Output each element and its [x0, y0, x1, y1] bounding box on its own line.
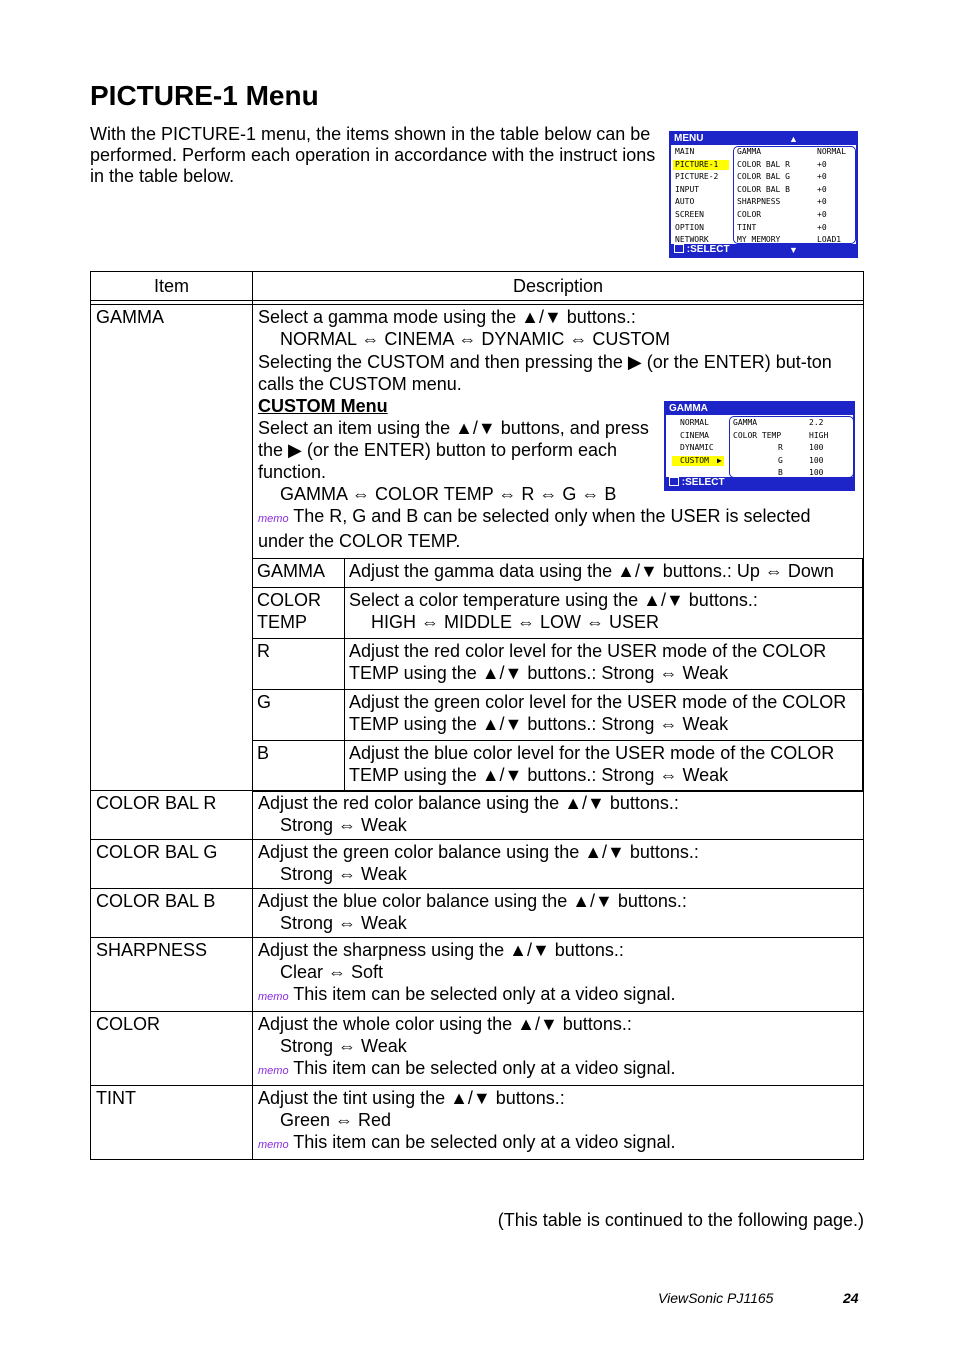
osd-setting-value: +0	[817, 184, 827, 194]
custom-menu-text: Select an item using the ▲/▼ buttons, and press the ▶ (or the ENTER) button to perform each function.	[258, 418, 649, 482]
osd-gamma-mode: CUSTOM	[672, 456, 724, 466]
osd-footer	[671, 244, 856, 256]
sub-description	[345, 690, 863, 741]
table-row	[91, 889, 864, 938]
osd-setting-value: +0	[817, 159, 827, 169]
row-item: COLOR BAL R	[91, 791, 253, 840]
osd-picture1-menu-image	[669, 131, 858, 258]
osd-gamma-setting-name: B	[778, 468, 783, 477]
col-header-description: Description	[253, 272, 864, 301]
osd-gamma-setting-value: 100	[809, 455, 824, 465]
row-description	[253, 889, 864, 938]
row-desc-line2: Green ⇔ Red	[280, 1110, 392, 1130]
table-row	[91, 840, 864, 889]
osd-gamma-setting-name: R	[778, 443, 783, 452]
row-memo-text: This item can be selected only at a video signal.	[293, 1132, 676, 1152]
custom-sub-table	[252, 558, 863, 792]
osd-menu-item: PICTURE-1	[673, 160, 729, 170]
row-desc-line1: Adjust the whole color using the ▲/▼ buttons.:	[258, 1014, 632, 1034]
osd-setting-value: +0	[817, 210, 827, 219]
gamma-memo	[258, 505, 858, 552]
osd-gamma-mode: NORMAL	[680, 418, 709, 427]
osd-setting-name: GAMMA	[737, 147, 762, 156]
row-memo	[258, 983, 858, 1008]
gamma-modes: NORMAL ⇔ CINEMA ⇔ DYNAMIC ⇔ CUSTOM	[280, 329, 671, 349]
sub-table-row	[253, 588, 863, 639]
osd-gamma-mode: CINEMA	[680, 430, 709, 440]
row-desc-line1: Adjust the red color balance using the ▲/▼ buttons.:	[258, 793, 679, 813]
table-row-gamma	[91, 305, 864, 791]
sub-desc-line1: Select a color temperature using the ▲/▼ buttons.:	[349, 590, 758, 610]
sub-description	[345, 588, 863, 639]
sub-description	[345, 559, 863, 588]
osd-gamma-setting-name: GAMMA	[733, 418, 758, 427]
sub-desc-line1: Adjust the green color level for the USER mode of the COLOR TEMP using the ▲/▼ buttons.: Strong ⇔ Weak	[349, 692, 847, 734]
row-description	[253, 1012, 864, 1086]
osd-gamma-header: GAMMA	[666, 403, 853, 415]
row-description	[253, 1086, 864, 1160]
osd-gamma-setting-value: 100	[809, 443, 824, 452]
custom-menu-sequence: GAMMA ⇔ COLOR TEMP ⇔ R ⇔ G ⇔ B	[280, 484, 617, 504]
row-memo	[258, 1057, 858, 1082]
osd-menu-item: INPUT	[675, 184, 700, 194]
sub-desc-line1: Adjust the blue color level for the USER mode of the COLOR TEMP using the ▲/▼ buttons.: Strong ⇔ Weak	[349, 743, 835, 785]
page-number: 24	[843, 1290, 859, 1306]
up-arrow-icon: ▲	[789, 134, 798, 144]
row-desc-line2: Strong ⇔ Weak	[280, 864, 407, 884]
row-memo	[258, 1131, 858, 1156]
osd-setting-name: SHARPNESS	[737, 197, 781, 207]
intro-paragraph: With the PICTURE-1 menu, the items shown in the table below can be performed. Perform each operation in accordance with the instruct ions in the table below.	[90, 124, 656, 186]
osd-menu-item: SCREEN	[675, 210, 704, 219]
osd-setting-name: MY MEMORY	[737, 235, 781, 245]
item-gamma: GAMMA	[91, 305, 253, 791]
gamma-line1: Select a gamma mode using the ▲/▼ buttons.:	[258, 307, 636, 327]
table-row	[91, 938, 864, 1012]
osd-setting-value: +0	[817, 197, 827, 207]
sub-description	[345, 741, 863, 792]
sub-table-row	[253, 690, 863, 741]
sub-item: B	[253, 741, 345, 792]
osd-menu-item: OPTION	[675, 222, 704, 232]
continued-note: (This table is continued to the following page.)	[497, 1210, 864, 1230]
sub-item: R	[253, 639, 345, 690]
row-desc-line1: Adjust the tint using the ▲/▼ buttons.:	[258, 1088, 565, 1108]
row-item: COLOR BAL B	[91, 889, 253, 938]
gamma-memo-text: The R, G and B can be selected only when the USER is selected under the COLOR TEMP.	[258, 506, 811, 551]
table-header-row	[91, 272, 864, 301]
table-row	[91, 791, 864, 840]
table-row	[91, 1086, 864, 1160]
select-icon	[674, 244, 684, 253]
sub-item: G	[253, 690, 345, 741]
row-description	[253, 840, 864, 889]
osd-setting-value: LOAD1	[817, 235, 842, 245]
sub-description	[345, 639, 863, 690]
osd-setting-value: +0	[817, 172, 827, 182]
sub-desc-line1: Adjust the gamma data using the ▲/▼ buttons.: Up ⇔ Down	[349, 561, 834, 581]
row-desc-line1: Adjust the blue color balance using the ▲/▼ buttons.:	[258, 891, 687, 911]
osd-setting-name: COLOR BAL G	[737, 172, 790, 182]
osd-setting-value: +0	[817, 222, 827, 232]
osd-setting-name: COLOR BAL R	[737, 159, 790, 169]
sub-item: GAMMA	[253, 559, 345, 588]
custom-menu-title: CUSTOM Menu	[258, 396, 388, 416]
row-item: TINT	[91, 1086, 253, 1160]
osd-footer-label: :SELECT	[686, 244, 730, 255]
down-arrow-icon: ▼	[789, 245, 798, 255]
osd-header	[671, 133, 856, 145]
page-title: PICTURE-1 Menu	[90, 80, 319, 111]
osd-menu-item: PICTURE-2	[675, 172, 719, 182]
sub-desc-line1: Adjust the red color level for the USER mode of the COLOR TEMP using the ▲/▼ buttons.: Strong ⇔ Weak	[349, 641, 827, 683]
osd-gamma-mode: DYNAMIC	[680, 443, 714, 452]
osd-setting-name: COLOR BAL B	[737, 184, 790, 194]
row-desc-line2: Clear ⇔ Soft	[280, 962, 384, 982]
osd-header-label: MENU	[674, 133, 704, 144]
row-desc-line2: Strong ⇔ Weak	[280, 815, 407, 835]
footer-brand: ViewSonic PJ1165	[658, 1290, 774, 1306]
osd-gamma-footer-label: :SELECT	[681, 477, 725, 488]
sub-table-row	[253, 559, 863, 588]
row-desc-line2: Strong ⇔ Weak	[280, 1036, 407, 1056]
row-item: COLOR BAL G	[91, 840, 253, 889]
row-description	[253, 938, 864, 1012]
osd-gamma-setting-name: COLOR TEMP	[733, 430, 782, 440]
osd-gamma-setting-value: 100	[809, 468, 824, 477]
row-memo-text: This item can be selected only at a video signal.	[293, 984, 676, 1004]
sub-item: COLOR TEMP	[253, 588, 345, 639]
row-item: SHARPNESS	[91, 938, 253, 1012]
row-desc-line1: Adjust the sharpness using the ▲/▼ buttons.:	[258, 940, 624, 960]
osd-menu-item: NETWORK	[675, 235, 709, 245]
osd-menu-item: AUTO	[675, 197, 695, 207]
right-arrow-icon: ▶	[717, 455, 722, 465]
row-desc-line2: Strong ⇔ Weak	[280, 913, 407, 933]
col-header-item: Item	[91, 272, 253, 301]
row-description	[253, 791, 864, 840]
osd-gamma-setting-value: 2.2	[809, 418, 824, 427]
memo-icon: memo	[258, 513, 289, 525]
osd-setting-name: COLOR	[737, 210, 762, 219]
memo-icon: memo	[258, 1065, 289, 1077]
gamma-custom-note: Selecting the CUSTOM and then pressing the ▶ (or the ENTER) but-ton calls the CUSTOM menu.	[258, 352, 832, 394]
memo-icon: memo	[258, 991, 289, 1003]
osd-gamma-setting-name: G	[778, 455, 783, 465]
osd-setting-name: TINT	[737, 222, 757, 232]
desc-gamma	[253, 305, 864, 791]
memo-icon: memo	[258, 1139, 289, 1151]
osd-setting-value: NORMAL	[817, 147, 846, 156]
sub-desc-line2: HIGH ⇔ MIDDLE ⇔ LOW ⇔ USER	[371, 612, 660, 632]
osd-menu-item: MAIN	[675, 147, 695, 156]
picture1-table	[90, 271, 864, 1160]
row-item: COLOR	[91, 1012, 253, 1086]
row-memo-text: This item can be selected only at a video signal.	[293, 1058, 676, 1078]
row-desc-line1: Adjust the green color balance using the ▲/▼ buttons.:	[258, 842, 699, 862]
sub-table-row	[253, 741, 863, 792]
sub-table-row	[253, 639, 863, 690]
table-row	[91, 1012, 864, 1086]
osd-gamma-setting-value: HIGH	[809, 430, 829, 440]
